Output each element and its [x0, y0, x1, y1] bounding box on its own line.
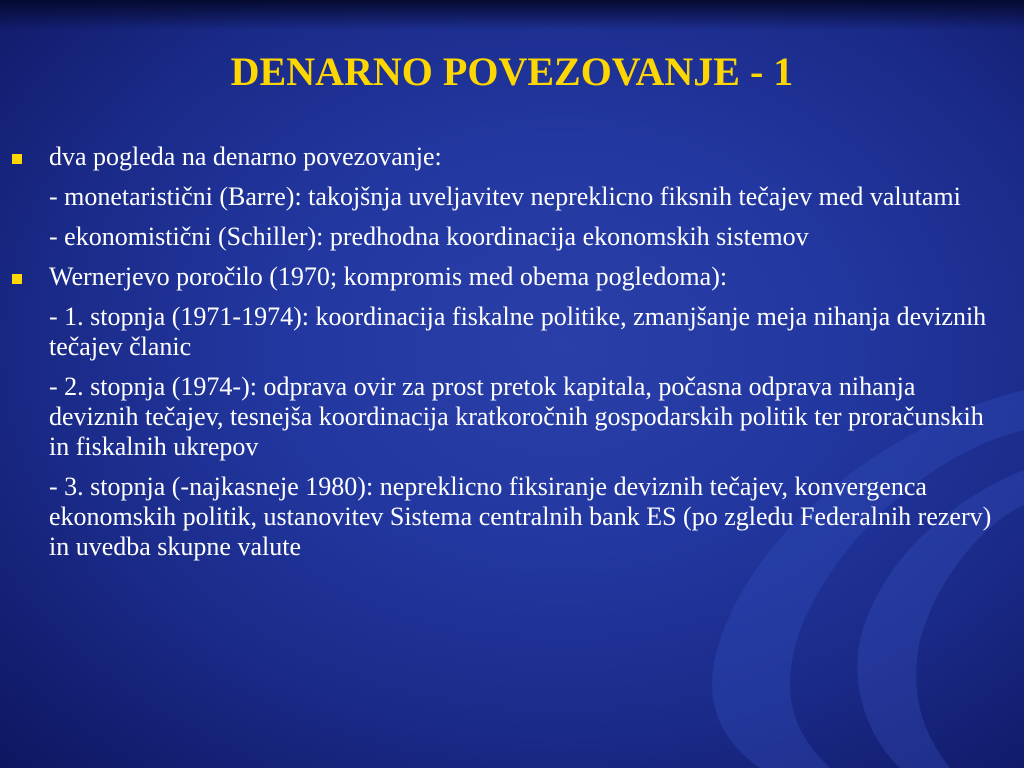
sub-item: - 3. stopnja (-najkasneje 1980): nepreklicno fiksiranje deviznih tečajev, konvergenca ekonomskih politik, ustanovitev Sistema centralnih bank ES (po zgledu Federalnih rezerv) in uvedba skupne valute: [49, 472, 992, 561]
square-bullet-icon: [12, 274, 22, 284]
sub-item: - ekonomistični (Schiller): predhodna koordinacija ekonomskih sistemov: [49, 222, 809, 251]
square-bullet-icon: [12, 154, 22, 164]
slide-content: [0, 142, 1000, 572]
sub-item: - 1. stopnja (1971-1974): koordinacija fiskalne politike, zmanjšanje meja nihanja deviznih tečajev članic: [49, 302, 987, 361]
slide-title: DENARNO POVEZOVANJE - 1: [230, 49, 794, 94]
sub-item: - 2. stopnja (1974-): odprava ovir za prost pretok kapitala, počasna odprava nihanja deviznih tečajev, tesnejša koordinacija kratkoročnih gospodarskih politik ter proračunskih in fiskalnih ukrepov: [49, 372, 984, 461]
bullet-item: [0, 262, 1000, 292]
bullet-text: dva pogleda na denarno povezovanje:: [49, 142, 442, 171]
bullet-text: Wernerjevo poročilo (1970; kompromis med obema pogledoma):: [49, 262, 728, 291]
bullet-item: [0, 142, 1000, 172]
sub-item: - monetaristični (Barre): takojšnja uveljavitev nepreklicno fiksnih tečajev med valutami: [49, 182, 961, 211]
